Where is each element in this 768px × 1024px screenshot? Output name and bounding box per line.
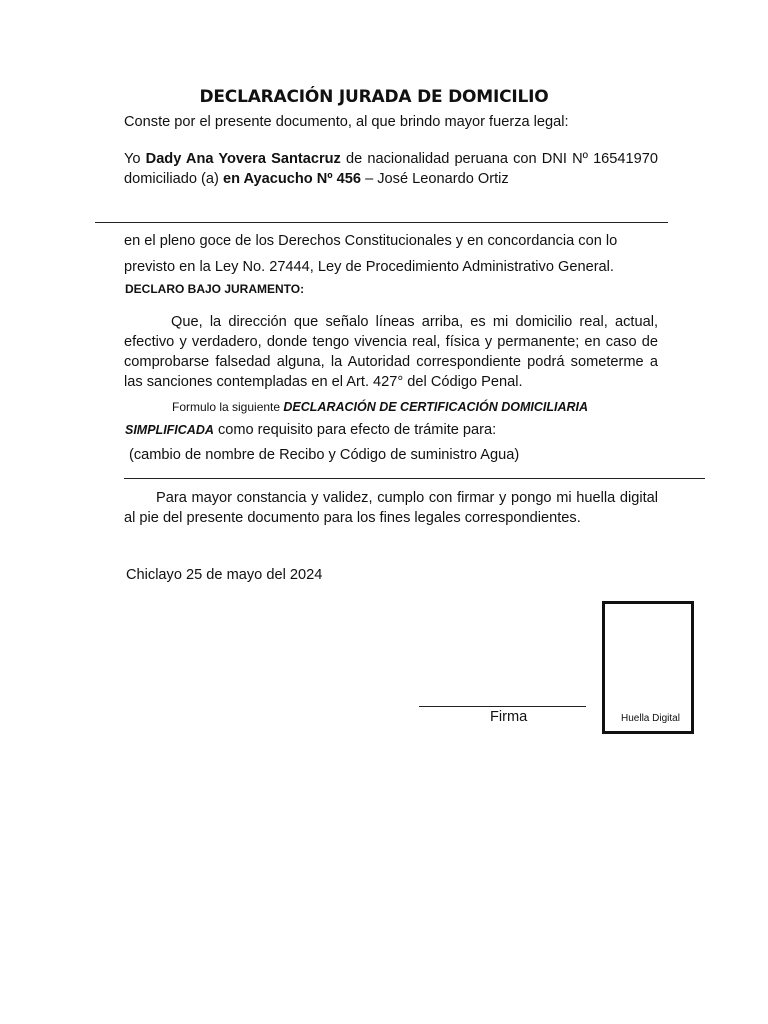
identity-middle: de nacionalidad peruana con DNI Nº 16541970 domiciliado (a) (124, 151, 658, 187)
declaro-heading: DECLARO BAJO JURAMENTO: (125, 282, 305, 296)
formulo-prefix: Formulo la siguiente (172, 400, 284, 414)
declarant-address: en Ayacucho Nº 456 (222, 171, 362, 187)
formulo-line (172, 397, 588, 417)
simplificada-label: SIMPLIFICADA (125, 423, 214, 437)
rights-line-1: en el pleno goce de los Derechos Constitucionales y en concordancia con lo (124, 233, 618, 249)
intro-text: Conste por el presente documento, al que brindo mayor fuerza legal: (124, 114, 569, 130)
identity-district: – José Leonardo Ortiz (361, 171, 509, 187)
identity-paragraph (124, 149, 658, 189)
signature-label: Firma (490, 709, 528, 725)
address-rule (95, 222, 668, 223)
closing-paragraph: Para mayor constancia y validez, cumplo con firmar y pongo mi huella digital al pie del presente documento para los fines legales correspondientes. (124, 490, 658, 526)
certificacion-title: DECLARACIÓN DE CERTIFICACIÓN DOMICILIARIA (283, 400, 589, 414)
declarant-name: Dady Ana Yovera Santacruz (145, 151, 341, 167)
rights-line-2: previsto en la Ley No. 27444, Ley de Procedimiento Administrativo General. (124, 259, 614, 275)
purpose-text: (cambio de nombre de Recibo y Código de suministro Agua) (129, 447, 520, 463)
purpose-rule (124, 478, 705, 479)
date-place: Chiclayo 25 de mayo del 2024 (126, 567, 323, 583)
document-title: DECLARACIÓN JURADA DE DOMICILIO (199, 87, 549, 107)
oath-paragraph: Que, la dirección que señalo líneas arriba, es mi domicilio real, actual, efectivo y verdadero, donde tengo vivencia real, física y permanente; en caso de comprobarse falsedad alguna, la Autoridad correspondiente podrá someterme a las sanciones contempladas en el Art. 427° del Código Penal. (124, 314, 658, 390)
tramite-text: como requisito para efecto de trámite para: (213, 422, 497, 438)
fingerprint-label: Huella Digital (621, 713, 680, 724)
simplificada-line (125, 420, 496, 440)
identity-prefix: Yo (124, 151, 146, 167)
